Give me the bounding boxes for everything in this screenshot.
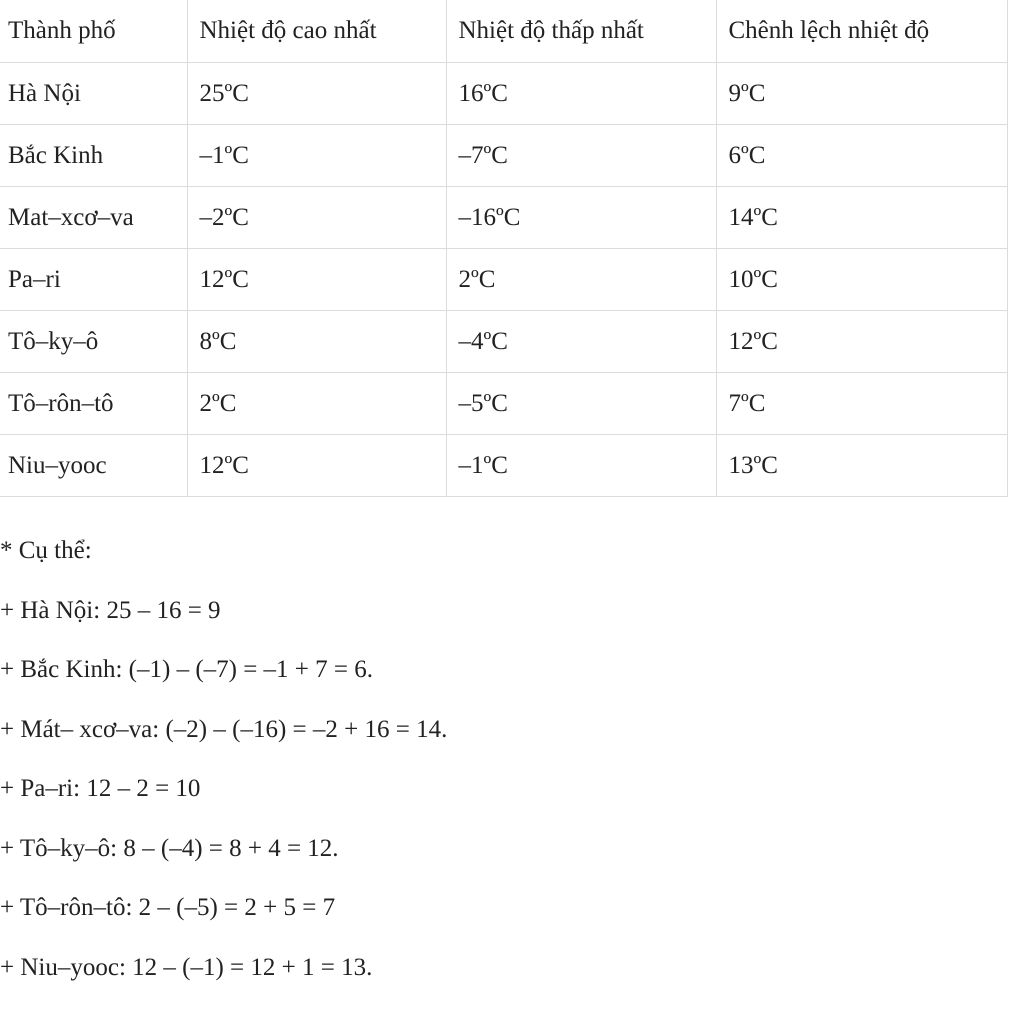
cell-city: Hà Nội xyxy=(0,62,187,124)
cell-max-temp: 2ºC xyxy=(187,372,446,434)
cell-min-temp: –1ºC xyxy=(446,434,716,496)
note-line-pa-ri: + Pa–ri: 12 – 2 = 10 xyxy=(0,775,201,802)
header-cell-max-temp: Nhiệt độ cao nhất xyxy=(187,0,446,62)
cell-max-temp: –2ºC xyxy=(187,186,446,248)
cell-min-temp: 16ºC xyxy=(446,62,716,124)
cell-min-temp: 2ºC xyxy=(446,248,716,310)
cell-min-temp: –4ºC xyxy=(446,310,716,372)
cell-temp-diff: 10ºC xyxy=(716,248,1007,310)
cell-min-temp: –16ºC xyxy=(446,186,716,248)
header-cell-city: Thành phố xyxy=(0,0,187,62)
cell-city: Tô–ky–ô xyxy=(0,310,187,372)
table-row xyxy=(0,248,1007,310)
cell-min-temp: –5ºC xyxy=(446,372,716,434)
header-cell-temp-diff: Chênh lệch nhiệt độ xyxy=(716,0,1007,62)
table-row xyxy=(0,434,1007,496)
table-row xyxy=(0,372,1007,434)
header-cell-min-temp: Nhiệt độ thấp nhất xyxy=(446,0,716,62)
cell-city: Pa–ri xyxy=(0,248,187,310)
cell-max-temp: 12ºC xyxy=(187,434,446,496)
cell-temp-diff: 6ºC xyxy=(716,124,1007,186)
note-line-niu-yooc: + Niu–yooc: 12 – (–1) = 12 + 1 = 13. xyxy=(0,953,373,981)
temperature-table xyxy=(0,0,1008,497)
table-row xyxy=(0,62,1007,124)
cell-max-temp: 12ºC xyxy=(187,248,446,310)
note-line-bac-kinh: + Bắc Kinh: (–1) – (–7) = –1 + 7 = 6. xyxy=(0,656,374,683)
cell-temp-diff: 13ºC xyxy=(716,434,1007,496)
note-line-to-ky-o: + Tô–ky–ô: 8 – (–4) = 8 + 4 = 12. xyxy=(0,834,339,862)
cell-city: Bắc Kinh xyxy=(0,124,187,186)
cell-temp-diff: 12ºC xyxy=(716,310,1007,372)
table-row xyxy=(0,310,1007,372)
explanation-notes xyxy=(0,536,1000,1012)
cell-max-temp: 8ºC xyxy=(187,310,446,372)
table-row xyxy=(0,186,1007,248)
cell-temp-diff: 14ºC xyxy=(716,186,1007,248)
note-line-mat-xco-va: + Mát– xcơ–va: (–2) – (–16) = –2 + 16 = 14. xyxy=(0,715,448,743)
cell-temp-diff: 9ºC xyxy=(716,62,1007,124)
note-line-to-ron-to: + Tô–rôn–tô: 2 – (–5) = 2 + 5 = 7 xyxy=(0,894,336,921)
cell-min-temp: –7ºC xyxy=(446,124,716,186)
cell-city: Mat–xcơ–va xyxy=(0,186,187,248)
cell-city: Niu–yooc xyxy=(0,434,187,496)
note-line-ha-noi: + Hà Nội: 25 – 16 = 9 xyxy=(0,596,221,624)
cell-city: Tô–rôn–tô xyxy=(0,372,187,434)
table-header-row xyxy=(0,0,1007,62)
table-row xyxy=(0,124,1007,186)
cell-max-temp: 25ºC xyxy=(187,62,446,124)
notes-heading: * Cụ thể: xyxy=(0,537,92,564)
cell-max-temp: –1ºC xyxy=(187,124,446,186)
cell-temp-diff: 7ºC xyxy=(716,372,1007,434)
